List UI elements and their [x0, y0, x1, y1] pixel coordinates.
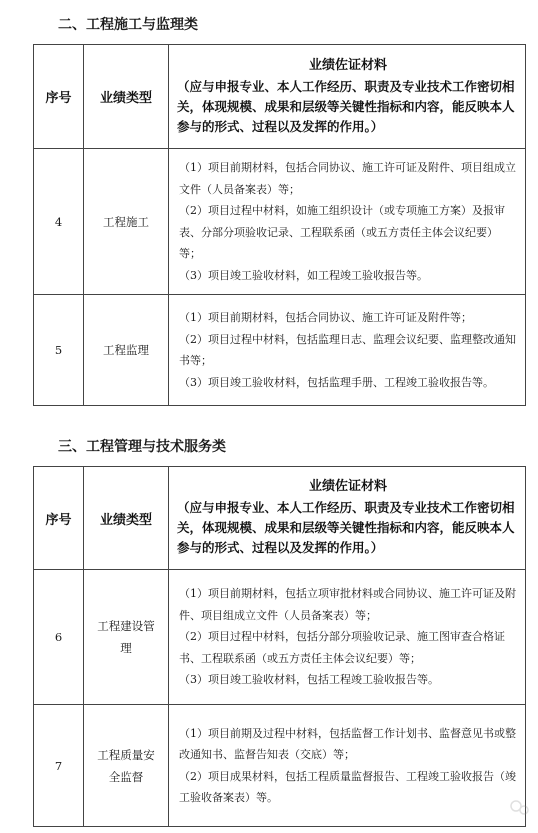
table-header-row [34, 45, 526, 149]
row-no: 5 [34, 295, 84, 406]
row-type: 工程监理 [84, 295, 169, 406]
section-title-management: 三、工程管理与技术服务类 [58, 439, 226, 455]
table-row [34, 570, 526, 705]
row-materials [169, 149, 526, 295]
row-materials [169, 705, 526, 827]
material-item: （2）项目过程中材料，包括监理日志、监理会议纪要、监理整改通知书等； [179, 332, 516, 367]
materials-title: 业绩佐证材料 [308, 57, 387, 73]
materials-title: 业绩佐证材料 [308, 479, 387, 494]
row-type: 工程施工 [84, 149, 169, 295]
row-materials [169, 295, 526, 406]
table-header-row [34, 467, 526, 570]
material-item: （1）项目前期及过程中材料，包括监督工作计划书、监督意见书或整改通知书、监督告知表（交底）等； [179, 726, 516, 761]
material-item: （1）项目前期材料，包括合同协议、施工许可证及附件等； [179, 311, 472, 324]
header-materials [169, 467, 526, 570]
header-no: 序号 [34, 467, 84, 570]
material-item: （3）项目竣工验收材料，如工程竣工验收报告等。 [179, 268, 428, 282]
row-no: 6 [34, 570, 84, 705]
material-item: （1）项目前期材料，包括立项审批材料或合同协议、施工许可证及附件、项目组成立文件（人员备案表）等； [179, 587, 516, 622]
material-item: （1）项目前期材料，包括合同协议、施工许可证及附件、项目组成立文件（人员备案表）等； [179, 161, 516, 196]
material-item: （2）项目过程中材料，包括分部分项验收记录、施工图审查合格证书、工程联系函（或五方责任主体会议纪要）等； [179, 630, 505, 665]
table-row [34, 295, 526, 406]
table-row [34, 705, 526, 827]
materials-note: （应与申报专业、本人工作经历、职责及专业技术工作密切相关，体现规模、成果和层级等关键性指标和内容，能反映本人参与的形式、过程以及发挥的作用。） [177, 78, 515, 134]
materials-note: （应与申报专业、本人工作经历、职责及专业技术工作密切相关，体现规模、成果和层级等关键性指标和内容，能反映本人参与的形式、过程以及发挥的作用。） [177, 500, 515, 555]
table-row [34, 149, 526, 295]
material-item: （2）项目成果材料，包括工程质量监督报告、工程竣工验收报告（竣工验收备案表）等。 [179, 769, 516, 804]
header-type: 业绩类型 [84, 467, 169, 570]
header-no: 序号 [34, 45, 84, 149]
row-materials [169, 570, 526, 705]
row-no: 7 [34, 705, 84, 827]
section-title-construction: 二、工程施工与监理类 [58, 17, 198, 33]
row-type: 工程质量安全监督 [84, 705, 169, 827]
watermark-icon [508, 797, 532, 819]
table-construction-supervision [33, 44, 526, 406]
header-materials [169, 45, 526, 149]
material-item: （3）项目竣工验收材料，包括工程竣工验收报告等。 [179, 673, 439, 687]
material-item: （2）项目过程中材料，如施工组织设计（或专项施工方案）及报审表、分部分项验收记录、工程联系函（或五方责任主体会议纪要）等； [179, 204, 505, 260]
row-no: 4 [34, 149, 84, 295]
table-management-technical-service [33, 466, 526, 827]
header-type: 业绩类型 [84, 45, 169, 149]
row-type: 工程建设管理 [84, 570, 169, 705]
material-item: （3）项目竣工验收材料，包括监理手册、工程竣工验收报告等。 [179, 375, 494, 389]
